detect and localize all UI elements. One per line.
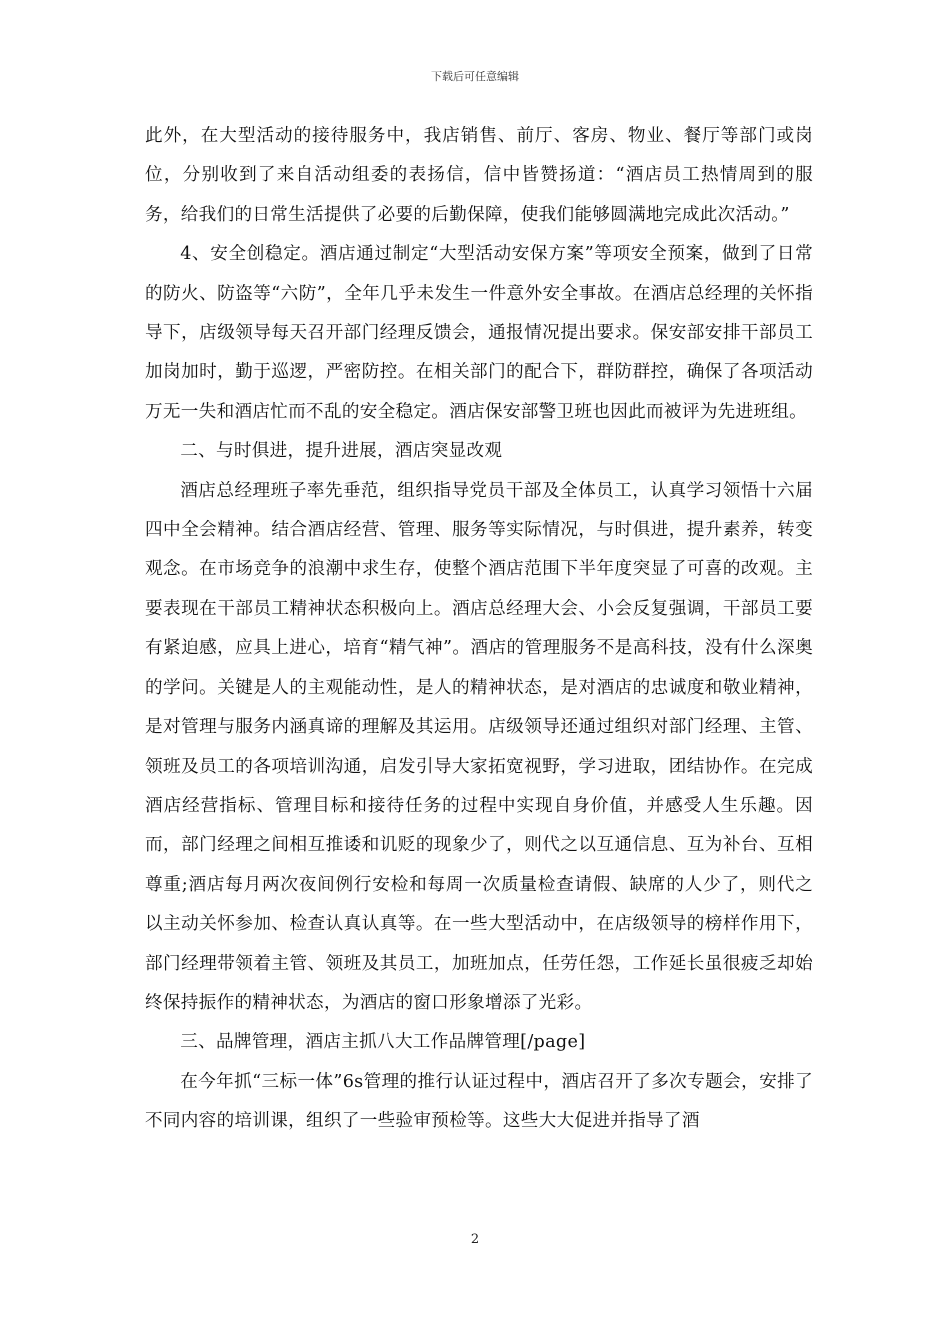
paragraph-praise-letters: 此外，在大型活动的接待服务中，我店销售、前厅、客房、物业、餐厅等部门或岗位，分别收到了来自活动组委的表扬信，信中皆赞扬道：“酒店员工热情周到的服务，给我们的日常生活提供了必要的后勤保障，使我们能够圆满地完成此次活动。” <box>145 126 813 225</box>
page-number: 2 <box>470 1232 480 1247</box>
section-heading-2: 二、与时俱进，提升进展，酒店突显改观 <box>180 441 503 462</box>
paragraph-safety-stability: 4、安全创稳定。酒店通过制定“大型活动安保方案”等项安全预案，做到了日常的防火、防盗等“六防”，全年几乎未发生一件意外安全事故。在酒店总经理的关怀指导下，店级领导每天召开部门经理反馈会，通报情况提出要求。保安部安排干部员工加岗加时，勤于巡逻，严密防控。在相关部门的配合下，群防群控，确保了各项活动万无一失和酒店忙而不乱的安全稳定。酒店保安部警卫班也因此而被评为先进班组。 <box>145 244 813 422</box>
section-heading-3: 三、品牌管理，酒店主抓八大工作品牌管理[/page] <box>180 1032 586 1053</box>
paragraph-6s-management: 在今年抓“三标一体”6s管理的推行认证过程中，酒店召开了多次专题会，安排了不同内容的培训课，组织了一些验审预检等。这些大大促进并指导了酒 <box>145 1071 813 1132</box>
document-body <box>145 117 813 1142</box>
paragraph-staff-spirit: 酒店总经理班子率先垂范，组织指导党员干部及全体员工，认真学习领悟十六届四中全会精神。结合酒店经营、管理、服务等实际情况，与时俱进，提升素养，转变观念。在市场竞争的浪潮中求生存，使整个酒店范围下半年度突显了可喜的改观。主要表现在干部员工精神状态积极向上。酒店总经理大会、小会反复强调，干部员工要有紧迫感，应具上进心，培育“精气神”。酒店的管理服务不是高科技，没有什么深奥的学问。关键是人的主观能动性，是人的精神状态，是对酒店的忠诚度和敬业精神，是对管理与服务内涵真谛的理解及其运用。店级领导还通过组织对部门经理、主管、领班及员工的各项培训沟通，启发引导大家拓宽视野，学习进取，团结协作。在完成酒店经营指标、管理目标和接待任务的过程中实现自身价值，并感受人生乐趣。因而，部门经理之间相互推诿和讥贬的现象少了，则代之以互通信息、互为补台、互相尊重;酒店每月两次夜间例行安检和每周一次质量检查请假、缺席的人少了，则代之以主动关怀参加、检查认真认真等。在一些大型活动中，在店级领导的榜样作用下，部门经理带领着主管、领班及其员工，加班加点，任劳任怨，工作延长虽很疲乏却始终保持振作的精神状态，为酒店的窗口形象增添了光彩。 <box>145 480 813 1013</box>
page-header: 下载后可任意编辑 <box>431 70 519 83</box>
